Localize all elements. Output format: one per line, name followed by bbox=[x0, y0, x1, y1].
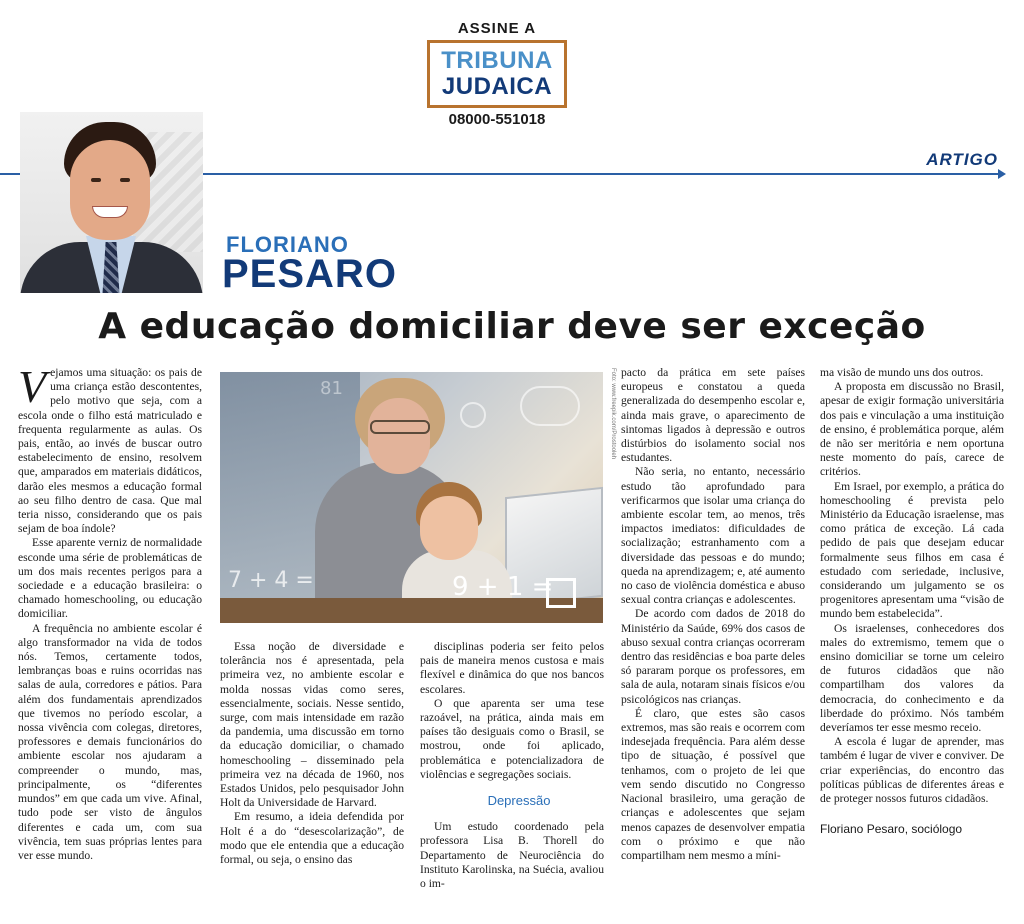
photo-overlay-shape bbox=[520, 386, 580, 426]
author-signature: Floriano Pesaro, sociólogo bbox=[820, 822, 963, 837]
logo-line-2: JUDAICA bbox=[441, 73, 553, 100]
logo-line-1: TRIBUNA bbox=[441, 47, 553, 74]
tribuna-judaica-logo bbox=[427, 40, 567, 108]
article-paragraph: A frequência no ambiente escolar é algo transformador na vida de todos nós. Temos, certamente todos, lembranças boas e ruins ocorridas nas salas de aula, corredores e pátios. Para além dos fundamentais aprendizados que tivemos no período escolar, a nossa vivência com colegas, diretores, professores e demais funcionários do ambiente escolar nos ajudaram a compreender o mundo, mas, principalmente, os “diferentes mundos” em que cada um vive. Afinal, tudo pode ser visto de ângulos diferentes e cada um, com sua vivência, tem suas próprias lentes para ver esse mundo. bbox=[18, 621, 202, 862]
article-paragraph: É claro, que estes são casos extremos, mas são reais e ocorrem com indesejada frequência. Para além desse tipo de situação, é possível que tenhamos, com o projeto de lei que vem sendo discutido no Congresso Nacional brasileiro, uma geração de crianças e adolescentes que sejam menos capazes de desenvolver empatia com o próximo e que não compartilham nem mesmo a míni- bbox=[621, 706, 805, 862]
article-column-3 bbox=[420, 640, 604, 891]
article-subheading: Depressão bbox=[487, 793, 551, 809]
article-paragraph: Essa noção de diversidade e tolerância nos é apresentada, pela primeira vez, no ambiente escolar e molda nossas vidas como seres, essencialmente, sociais. Nesse sentido, surge, com mais intensidade em razão da pandemia, uma discussão em torno da educação domiciliar, o chamado homeschooling – disseminado pela primeira vez na década de 1960, nos Estados Unidos, pelo pesquisador John Holt da Universidade de Harvard. bbox=[220, 640, 404, 810]
photo-overlay-math: 9 + 1 = bbox=[452, 572, 554, 602]
article-paragraph: Esse aparente verniz de normalidade esconde uma série de problemáticas de um dos mais recentes perigos para a sociedade e a educação brasileira: o chamado homeschooling, ou educação domiciliar. bbox=[18, 536, 202, 621]
photo-overlay-box bbox=[546, 578, 576, 608]
article-paragraph: Os israelenses, conhecedores dos males do extremismo, temem que o ensino domiciliar se torne um celeiro de futuros cidadãos que não compartilham dos valores da democracia, do conhecimento e da liberdade do próximo. Nós também deveríamos ter esse mesmo receio. bbox=[820, 621, 1004, 735]
article-column-2 bbox=[220, 640, 404, 867]
section-arrow-icon bbox=[998, 169, 1006, 179]
article-paragraph: Um estudo coordenado pela professora Lisa B. Thorell do Departamento de Neurociência do Instituto Karolinska, na Suécia, avaliou o im- bbox=[420, 820, 604, 891]
author-photo bbox=[20, 112, 203, 293]
article-paragraph: Não seria, no entanto, necessário estudo tão aprofundado para verificarmos que isolar uma criança do ambiente escolar tem, ao menos, três impactos imediatos: dificuldades de socialização; estranhamento com a diversidade das pessoas e do mundo; queda na aprendizagem; e, até aumento no caso de violência doméstica e abuso sexual contra crianças e adolescentes. bbox=[621, 465, 805, 607]
photo-overlay-shape bbox=[460, 402, 486, 428]
article-paragraph: ma visão de mundo uns dos outros. bbox=[820, 366, 984, 379]
ad-top-text: ASSINE A bbox=[457, 20, 537, 37]
article-paragraph: O que aparenta ser uma tese razoável, na prática, ainda mais em países tão desiguais como o Brasil, se mostrou, onde foi aplicado, problemática e potencializadora de violências e segregações sociais. bbox=[420, 696, 604, 781]
article-paragraph: pacto da prática em sete países europeus e constatou a queda generalizada do desempenho escolar e, ainda mais grave, o aparecimento de sintomas ligados à depressão e outros distúrbios do isolamento social nos estudantes. bbox=[621, 366, 805, 465]
author-last-name: PESARO bbox=[222, 252, 397, 296]
article-headline: A educação domiciliar deve ser exceção bbox=[98, 306, 926, 347]
article-photo bbox=[220, 372, 603, 623]
article-paragraph: disciplinas poderia ser feito pelos pais de maneira menos custosa e mais flexível e dinâmica do que nos bancos escolares. bbox=[420, 640, 604, 696]
article-paragraph: A proposta em discussão no Brasil, apesar de exigir formação universitária dos pais e vinculação a uma instituição de ensino, é problemática porque, além de não ser meritória e nem oportuna neste momento do país, carece de critérios. bbox=[820, 380, 1004, 479]
article-paragraph: Vejamos uma situação: os pais de uma criança estão descontentes, pelo motivo que seja, com a escola onde o filho está matriculado e frequenta regularmente as aulas. Os pais, então, ao invés de buscar outro estabelecimento de ensino, resolvem que, amparados em materiais didáticos, darão eles mesmos a educação formal ao seu filho dentro de casa. Que mal teria nisso, considerando que os pais sejam de boa índole? bbox=[18, 361, 202, 536]
section-label: ARTIGO bbox=[926, 150, 998, 169]
article-paragraph: Em Israel, por exemplo, a prática do homeschooling é prevista pelo Ministério da Educação israelense, mas como prática de exceção. Lá cada pedido de pais que desejam educar formalmente seus filhos em casa é estudado com seriedade, inclusive, considerando um julgamento se os progenitores apresentam uma “visão de mundo bem estabelecida”. bbox=[820, 479, 1004, 621]
article-paragraph: A escola é lugar de aprender, mas também é lugar de viver e conviver. De criar experiências, do encontro das políticas públicas de diferentes áreas e de proteger nossos futuros cidadãos. bbox=[820, 735, 1004, 806]
ad-phone-number: 08000-551018 bbox=[448, 111, 546, 128]
subscription-ad[interactable] bbox=[420, 20, 574, 128]
drop-cap: V bbox=[18, 361, 47, 412]
photo-overlay-number: 81 bbox=[320, 378, 343, 399]
article-paragraph: De acordo com dados de 2018 do Ministério da Saúde, 69% dos casos de abuso sexual contra crianças ocorreram dentro das residências e boa parte deles só pararam porque os professores, em sala de aula, notaram sinais físicos e/ou psicológicos nas crianças. bbox=[621, 607, 805, 706]
author-first-name: FLORIANO bbox=[226, 232, 349, 257]
article-column-1 bbox=[18, 361, 202, 863]
photo-overlay-math: 7 + 4 = bbox=[228, 568, 314, 593]
article-paragraph: Em resumo, a ideia defendida por Holt é a do “desescolarização”, de modo que ele entendia que a educação formal, ou seja, o ensino das bbox=[220, 810, 404, 867]
article-column-5 bbox=[820, 366, 1004, 837]
article-column-4 bbox=[621, 366, 805, 863]
photo-credit: Foto: www.freepik.com/Prostooleh bbox=[610, 368, 616, 460]
